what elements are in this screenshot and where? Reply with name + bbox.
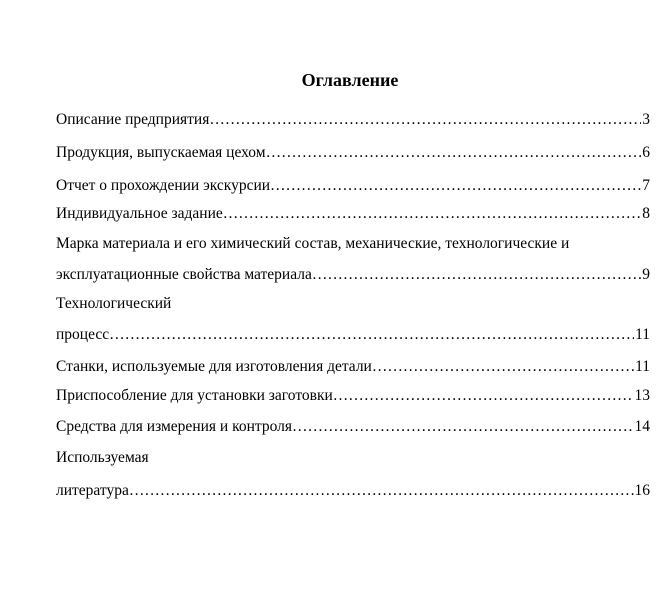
toc-page-number: 11 (635, 358, 650, 375)
toc-leader (223, 204, 641, 224)
toc-title: Оглавление (301, 70, 399, 90)
toc-leader (292, 417, 634, 437)
toc-page-number: 8 (642, 205, 650, 222)
toc-page-number: 7 (642, 177, 650, 194)
toc-entry (56, 357, 650, 377)
toc-leader (312, 265, 641, 285)
toc-entry-line1 (56, 234, 646, 254)
toc-entry-text: литература (56, 482, 129, 499)
toc-entry (56, 386, 650, 406)
toc-page-number: 13 (634, 387, 650, 404)
toc-entry-text: эксплуатационные свойства материала (56, 266, 312, 283)
toc-page-number: 14 (634, 418, 650, 435)
toc-leader (333, 386, 634, 406)
toc-entry (56, 176, 650, 196)
toc-entry-text: Отчет о прохождении экскурсии (56, 177, 271, 194)
toc-entry-text: Средства для измерения и контроля (56, 418, 292, 435)
toc-entry (56, 325, 650, 345)
toc-leader (109, 325, 634, 345)
toc-entry (56, 417, 650, 437)
toc-entry-line1 (56, 294, 171, 314)
toc-entry (56, 265, 650, 285)
toc-entry (56, 110, 650, 130)
toc-entry-text: Технологический (56, 295, 172, 312)
toc-leader (270, 176, 641, 196)
toc-entry-text: Продукция, выпускаемая цехом (56, 144, 266, 161)
toc-entry-text: Марка материала и его химический состав, механические, технологические и (56, 235, 570, 252)
toc-leader (372, 357, 634, 377)
toc-page-number: 9 (642, 266, 650, 283)
toc-entry (56, 204, 650, 224)
toc-entry-text: Приспособление для установки заготовки (56, 387, 333, 404)
toc-leader (266, 143, 642, 163)
toc-entry-text: Индивидуальное задание (56, 205, 223, 222)
toc-leader (129, 481, 634, 501)
toc-page-number: 11 (635, 326, 650, 343)
toc-entry-text: Описание предприятия (56, 111, 210, 128)
toc-entry-text: Станки, используемые для изготовления детали (56, 358, 372, 375)
toc-entry (56, 481, 650, 501)
toc-entry-text: процесс (56, 326, 110, 343)
toc-leader (209, 110, 641, 130)
toc-page-number: 3 (642, 111, 650, 128)
toc-entry (56, 143, 650, 163)
toc-page-number: 6 (642, 144, 650, 161)
toc-entry-text: Используемая (56, 449, 149, 466)
toc-entry-line1 (56, 448, 149, 468)
toc-page-number: 16 (634, 482, 650, 499)
